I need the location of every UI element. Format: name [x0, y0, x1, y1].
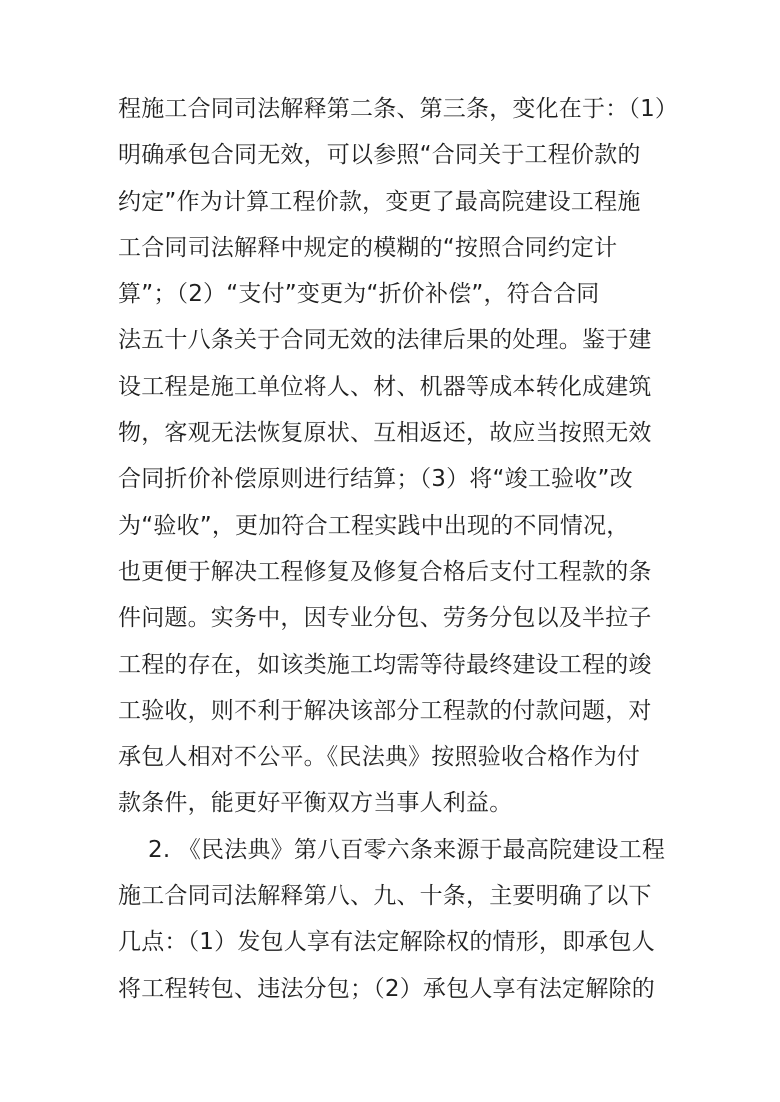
- text-line: 明确承包合同无效，可以参照“合同关于工程价款的: [118, 142, 641, 169]
- text-line: 程施工合同司法解释第二条、第三条，变化在于：（1）: [118, 96, 679, 122]
- text-line: 款条件，能更好平衡双方当事人利益。: [118, 790, 513, 817]
- text-line: 物，客观无法恢复原状、互相返还，故应当按照无效: [118, 420, 652, 447]
- text-line: 几点：（1）发包人享有法定解除权的情形，即承包人: [118, 929, 655, 956]
- text-line: 合同折价补偿原则进行结算；（3）将“竣工验收”改: [118, 466, 633, 493]
- text-line: 也更便于解决工程修复及修复合格后支付工程款的条: [118, 558, 652, 585]
- text-line: 法五十八条关于合同无效的法律后果的处理。鉴于建: [118, 327, 652, 354]
- text-line: 件问题。实务中，因专业分包、劳务分包以及半拉子: [118, 605, 652, 632]
- text-line: 设工程是施工单位将人、材、机器等成本转化成建筑: [118, 373, 652, 400]
- text-line: 为“验收”，更加符合工程实践中出现的不同情况，: [118, 512, 630, 539]
- body-text: [118, 86, 678, 1012]
- text-line: 工程的存在，如该类施工均需等待最终建设工程的竣: [118, 651, 652, 678]
- text-line: 承包人相对不公平。《民法典》按照验收合格作为付: [118, 744, 641, 771]
- text-line: 施工合同司法解释第八、九、十条，主要明确了以下: [118, 883, 652, 910]
- text-line: 工验收，则不利于解决该部分工程款的付款问题，对: [118, 697, 652, 724]
- text-line: 工合同司法解释中规定的模糊的“按照合同约定计: [118, 234, 618, 261]
- text-line: 将工程转包、违法分包；（2）承包人享有法定解除的: [118, 975, 655, 1002]
- text-line: 约定”作为计算工程价款，变更了最高院建设工程施: [118, 188, 641, 215]
- paragraph-2-first-line: 2. 《民法典》第八百零六条来源于最高院建设工程: [148, 836, 666, 863]
- text-line: 算”；（2）“支付”变更为“折价补偿”，符合合同: [118, 281, 600, 308]
